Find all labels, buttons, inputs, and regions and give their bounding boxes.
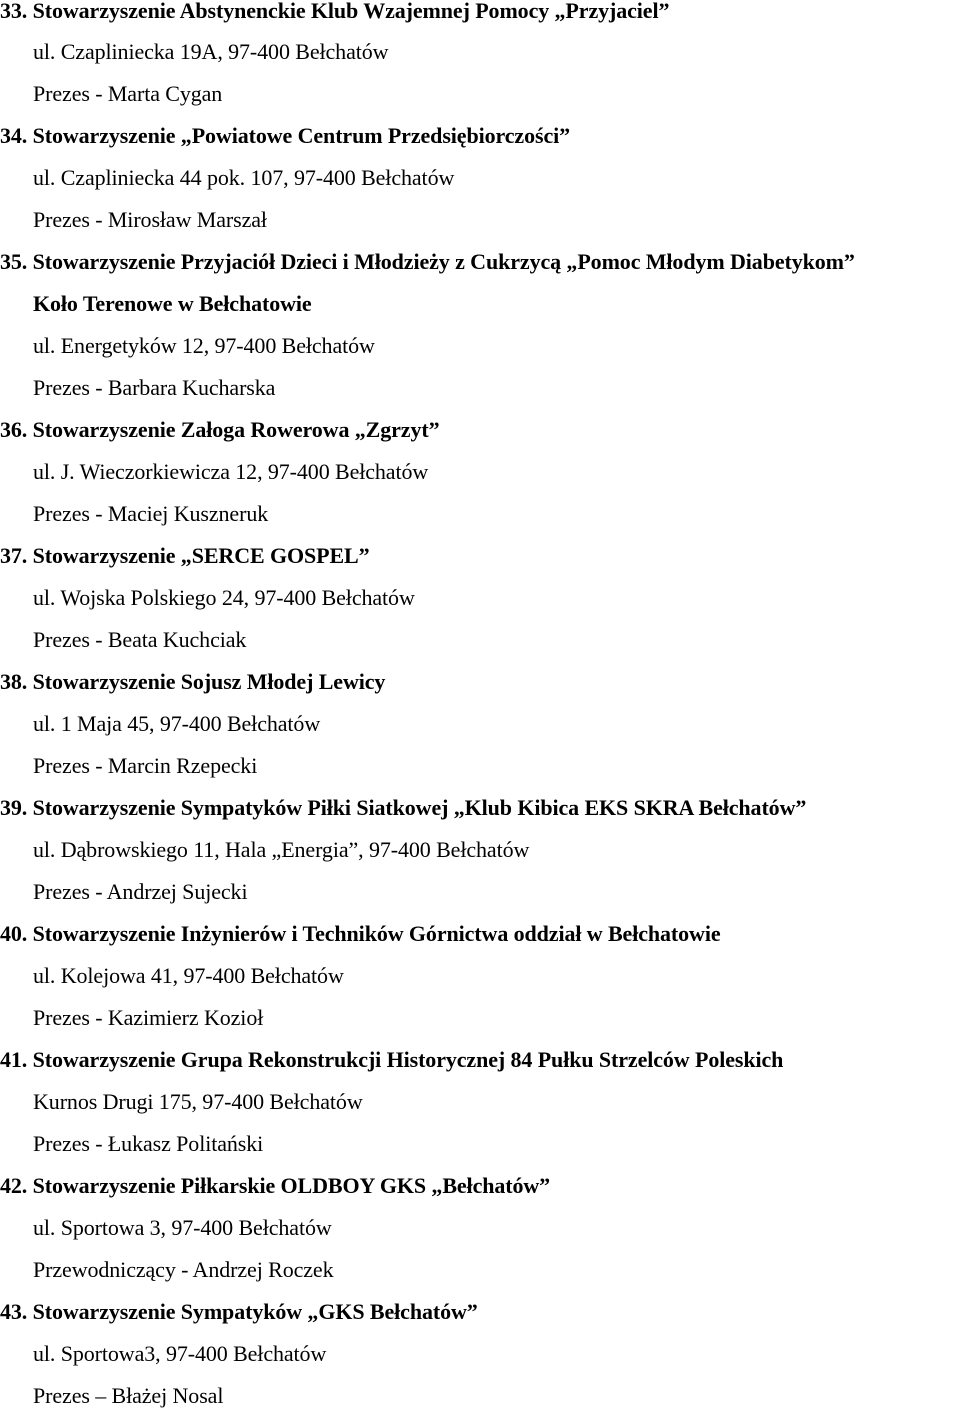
entry-president: Przewodniczący - Andrzej Roczek [33, 1257, 334, 1282]
entry-president: Prezes - Maciej Kuszneruk [33, 501, 269, 526]
entry-name: Stowarzyszenie Piłkarskie OLDBOY GKS „Bełchatów” [32, 1173, 551, 1198]
entry-president: Prezes - Marta Cygan [33, 81, 223, 106]
entry-name: Stowarzyszenie Przyjaciół Dzieci i Młodzieży z Cukrzycą „Pomoc Młodym Diabetykom” [32, 249, 855, 274]
entry-president: Prezes - Marcin Rzepecki [33, 753, 258, 778]
entry-president: Prezes - Beata Kuchciak [33, 627, 247, 652]
entry-name: Stowarzyszenie „SERCE GOSPEL” [32, 543, 370, 568]
entry-heading [0, 414, 440, 446]
entry-address: Kurnos Drugi 175, 97-400 Bełchatów [33, 1089, 363, 1114]
entry-address: ul. Dąbrowskiego 11, Hala „Energia”, 97-400 Bełchatów [33, 837, 530, 862]
entry-address: ul. Czapliniecka 44 pok. 107, 97-400 Bełchatów [33, 165, 455, 190]
entry-address: ul. Sportowa 3, 97-400 Bełchatów [33, 1215, 332, 1240]
entry-heading [0, 120, 570, 152]
entry-number: 34. [0, 123, 28, 148]
entry-president: Prezes - Kazimierz Kozioł [33, 1005, 264, 1030]
entry-address: ul. J. Wieczorkiewicza 12, 97-400 Bełchatów [33, 459, 429, 484]
entry-heading [0, 792, 806, 824]
entry-address: ul. Czapliniecka 19A, 97-400 Bełchatów [33, 39, 389, 64]
entry-name: Stowarzyszenie Sympatyków Piłki Siatkowej „Klub Kibica EKS SKRA Bełchatów” [32, 795, 807, 820]
entry-name: Stowarzyszenie Załoga Rowerowa „Zgrzyt” [32, 417, 440, 442]
entry-name: Stowarzyszenie Sympatyków „GKS Bełchatów” [32, 1299, 478, 1324]
entry-number: 39. [0, 795, 28, 820]
entry-name: Stowarzyszenie Sojusz Młodej Lewicy [32, 669, 386, 694]
entry-president: Prezes - Łukasz Politański [33, 1131, 264, 1156]
entry-name: Stowarzyszenie Grupa Rekonstrukcji Historycznej 84 Pułku Strzelców Poleskich [32, 1047, 784, 1072]
entry-name: Stowarzyszenie „Powiatowe Centrum Przedsiębiorczości” [32, 123, 571, 148]
entry-name: Stowarzyszenie Inżynierów i Techników Górnictwa oddział w Bełchatowie [32, 921, 721, 946]
entry-address: ul. Sportowa3, 97-400 Bełchatów [33, 1341, 327, 1366]
entry-heading [0, 246, 855, 278]
entry-number: 36. [0, 417, 28, 442]
entry-heading [0, 540, 370, 572]
entry-number: 42. [0, 1173, 28, 1198]
entry-number: 41. [0, 1047, 28, 1072]
entry-heading [0, 918, 721, 950]
entry-heading [0, 0, 669, 27]
entry-address: ul. Kolejowa 41, 97-400 Bełchatów [33, 963, 344, 988]
entry-heading [0, 1044, 783, 1076]
entry-number: 40. [0, 921, 28, 946]
entry-address: ul. 1 Maja 45, 97-400 Bełchatów [33, 711, 321, 736]
entry-heading [0, 666, 385, 698]
entry-number: 43. [0, 1299, 28, 1324]
entry-number: 37. [0, 543, 28, 568]
entry-number: 35. [0, 249, 28, 274]
entry-president: Prezes – Błażej Nosal [33, 1383, 224, 1408]
entry-president: Prezes - Andrzej Sujecki [33, 879, 248, 904]
entry-address: ul. Energetyków 12, 97-400 Bełchatów [33, 333, 375, 358]
entry-number: 33. [0, 0, 28, 23]
entry-name-continuation: Koło Terenowe w Bełchatowie [33, 291, 312, 316]
entry-president: Prezes - Barbara Kucharska [33, 375, 276, 400]
entry-number: 38. [0, 669, 28, 694]
entry-heading [0, 1296, 478, 1328]
entry-president: Prezes - Mirosław Marszał [33, 207, 267, 232]
entry-address: ul. Wojska Polskiego 24, 97-400 Bełchatów [33, 585, 415, 610]
entry-name: Stowarzyszenie Abstynenckie Klub Wzajemnej Pomocy „Przyjaciel” [32, 0, 670, 23]
entry-heading [0, 1170, 550, 1202]
